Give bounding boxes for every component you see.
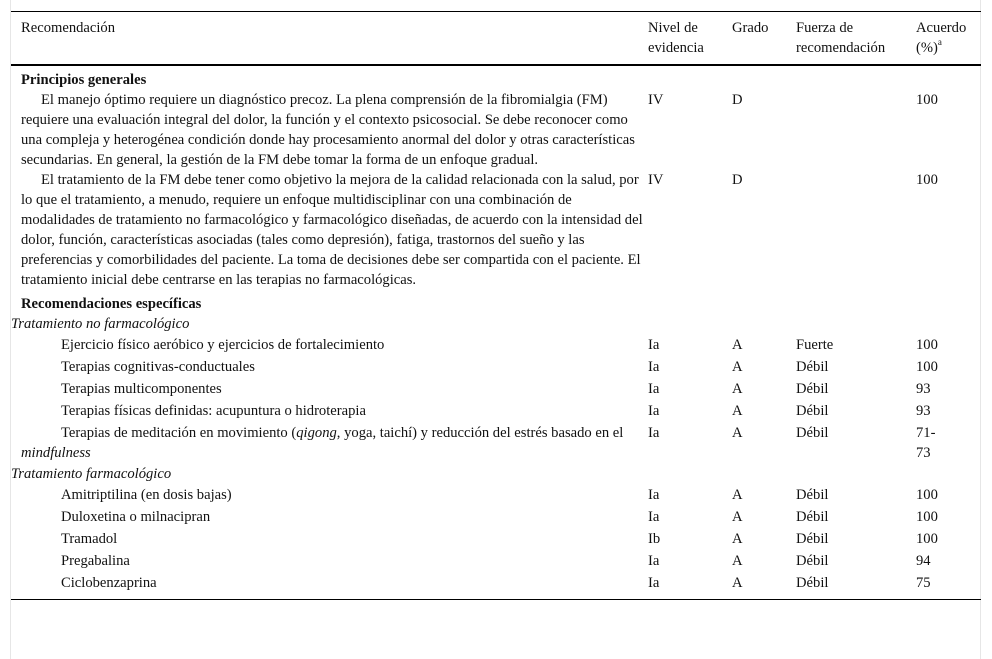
grado-cell: A (732, 553, 743, 569)
recommendation-text: Terapias multicomponentes (61, 381, 222, 397)
fuerza-cell: Débil (796, 425, 829, 441)
header-recomendacion (11, 12, 648, 66)
table-row (11, 528, 981, 550)
acuerdo-line2: 73 (916, 445, 931, 461)
nivel-cell: Ia (648, 359, 660, 375)
recommendation-text: Ciclobenzaprina (61, 575, 157, 591)
recommendation-text: Duloxetina o milnacipran (61, 509, 211, 525)
acuerdo-cell: 100 (916, 359, 938, 375)
header-grado-label: Grado (732, 20, 769, 36)
fuerza-cell: Débil (796, 509, 829, 525)
fuerza-cell (796, 90, 916, 170)
table-row (11, 356, 981, 378)
header-fuerza-line1: Fuerza de (796, 20, 854, 36)
nivel-cell: Ib (648, 531, 661, 547)
header-acuerdo (916, 12, 981, 66)
table-row (11, 400, 981, 422)
fuerza-cell: Débil (796, 359, 829, 375)
fuerza-cell: Débil (796, 575, 829, 591)
nivel-cell: Ia (648, 337, 660, 353)
subsection-title: Tratamiento no farmacológico (11, 316, 190, 332)
table-body (11, 65, 981, 600)
recommendation-text: Terapias físicas definidas: acupuntura o hidroterapia (61, 403, 366, 419)
header-fuerza-line2: recomendación (796, 40, 886, 56)
text-part-italic: mindfulness (21, 445, 91, 461)
acuerdo-cell: 93 (916, 381, 931, 397)
grado-cell: A (732, 337, 743, 353)
header-fuerza (796, 12, 916, 66)
section-title: Recomendaciones específicas (21, 296, 202, 312)
recommendation-text: Tramadol (61, 531, 118, 547)
recommendation-text: El tratamiento de la FM debe tener como objetivo la mejora de la calidad relacionada con la salud, por lo que el tratamiento, a menudo, requiere un enfoque multidisciplinar con una combinación de modalidades de tratamiento no farmacológico y farmacológico diseñadas, de acuerdo con la intensidad del dolor, función, características asociadas (tales como depresión), fatiga, trastornos del sueño y las preferencias y comorbilidades del paciente. La toma de decisiones debe ser compartida con el paciente. El tratamiento inicial debe centrarse en las terapias no farmacológicas. (21, 172, 643, 288)
header-nivel-line1: Nivel de (648, 20, 698, 36)
table-row (11, 422, 981, 464)
footnote-marker: a (937, 37, 942, 47)
table-row (11, 378, 981, 400)
nivel-cell: Ia (648, 553, 660, 569)
recommendation-text: Pregabalina (61, 553, 130, 569)
grado-cell: A (732, 487, 743, 503)
grado-cell: A (732, 425, 743, 441)
recommendation-text (11, 422, 648, 464)
table-row (11, 506, 981, 528)
section-row (11, 290, 981, 314)
acuerdo-cell: 93 (916, 403, 931, 419)
grado-cell: A (732, 381, 743, 397)
nivel-cell: Ia (648, 403, 660, 419)
fuerza-cell: Débil (796, 487, 829, 503)
subsection-title: Tratamiento farmacológico (11, 466, 172, 482)
acuerdo-cell: 100 (916, 337, 938, 353)
fuerza-cell: Fuerte (796, 337, 834, 353)
subsection-row (11, 314, 981, 334)
recommendations-table (11, 11, 981, 600)
section-title: Principios generales (21, 72, 147, 88)
nivel-cell: IV (648, 92, 664, 108)
grado-cell: A (732, 359, 743, 375)
header-acuerdo-line1: Acuerdo (916, 20, 967, 36)
section-row (11, 65, 981, 90)
fuerza-cell: Débil (796, 531, 829, 547)
table-row (11, 170, 981, 290)
acuerdo-line1: 71- (916, 425, 936, 441)
acuerdo-cell (916, 422, 981, 464)
grado-cell: A (732, 575, 743, 591)
grado-cell: D (732, 172, 743, 188)
text-part-italic: qigong (296, 425, 337, 441)
grado-cell: A (732, 509, 743, 525)
text-part: Terapias de meditación en movimiento ( (61, 425, 297, 441)
grado-cell: D (732, 92, 743, 108)
nivel-cell: Ia (648, 425, 660, 441)
acuerdo-cell: 100 (916, 172, 938, 188)
nivel-cell: Ia (648, 575, 660, 591)
grado-cell: A (732, 531, 743, 547)
recommendation-text: Ejercicio físico aeróbico y ejercicios de fortalecimiento (61, 337, 385, 353)
table-row (11, 484, 981, 506)
nivel-cell: Ia (648, 487, 660, 503)
fuerza-cell: Débil (796, 553, 829, 569)
grado-cell: A (732, 403, 743, 419)
table-header (11, 12, 981, 66)
table-row (11, 334, 981, 356)
header-acuerdo-line2: (%) (916, 40, 938, 56)
header-grado (732, 12, 796, 66)
text-part: , yoga, taichí) y reducción del estrés basado en el (336, 425, 624, 441)
nivel-cell: IV (648, 172, 664, 188)
recommendation-text: El manejo óptimo requiere un diagnóstico precoz. La plena comprensión de la fibromialgia (FM) requiere una evaluación integral del dolor, la función y el contexto psicosocial. Se debe reconocer como una compleja y heterogénea condición donde hay procesamiento anormal del dolor y otras características secundarias. En general, la gestión de la FM debe tomar la forma de un enfoque gradual. (21, 92, 635, 168)
recommendation-text: Terapias cognitivas-conductuales (61, 359, 255, 375)
fuerza-cell: Débil (796, 381, 829, 397)
table-row (11, 550, 981, 572)
header-row (11, 12, 981, 66)
header-recomendacion-label: Recomendación (21, 20, 116, 36)
subsection-row (11, 464, 981, 484)
acuerdo-cell: 75 (916, 575, 931, 591)
fuerza-cell (796, 170, 916, 290)
acuerdo-cell: 100 (916, 92, 938, 108)
table-row (11, 572, 981, 600)
acuerdo-cell: 100 (916, 531, 938, 547)
header-nivel-line2: evidencia (648, 40, 704, 56)
recommendation-text: Amitriptilina (en dosis bajas) (61, 487, 232, 503)
fuerza-cell: Débil (796, 403, 829, 419)
acuerdo-cell: 100 (916, 509, 938, 525)
table-row (11, 90, 981, 170)
acuerdo-cell: 94 (916, 553, 931, 569)
nivel-cell: Ia (648, 381, 660, 397)
header-nivel-evidencia (648, 12, 732, 66)
nivel-cell: Ia (648, 509, 660, 525)
acuerdo-cell: 100 (916, 487, 938, 503)
